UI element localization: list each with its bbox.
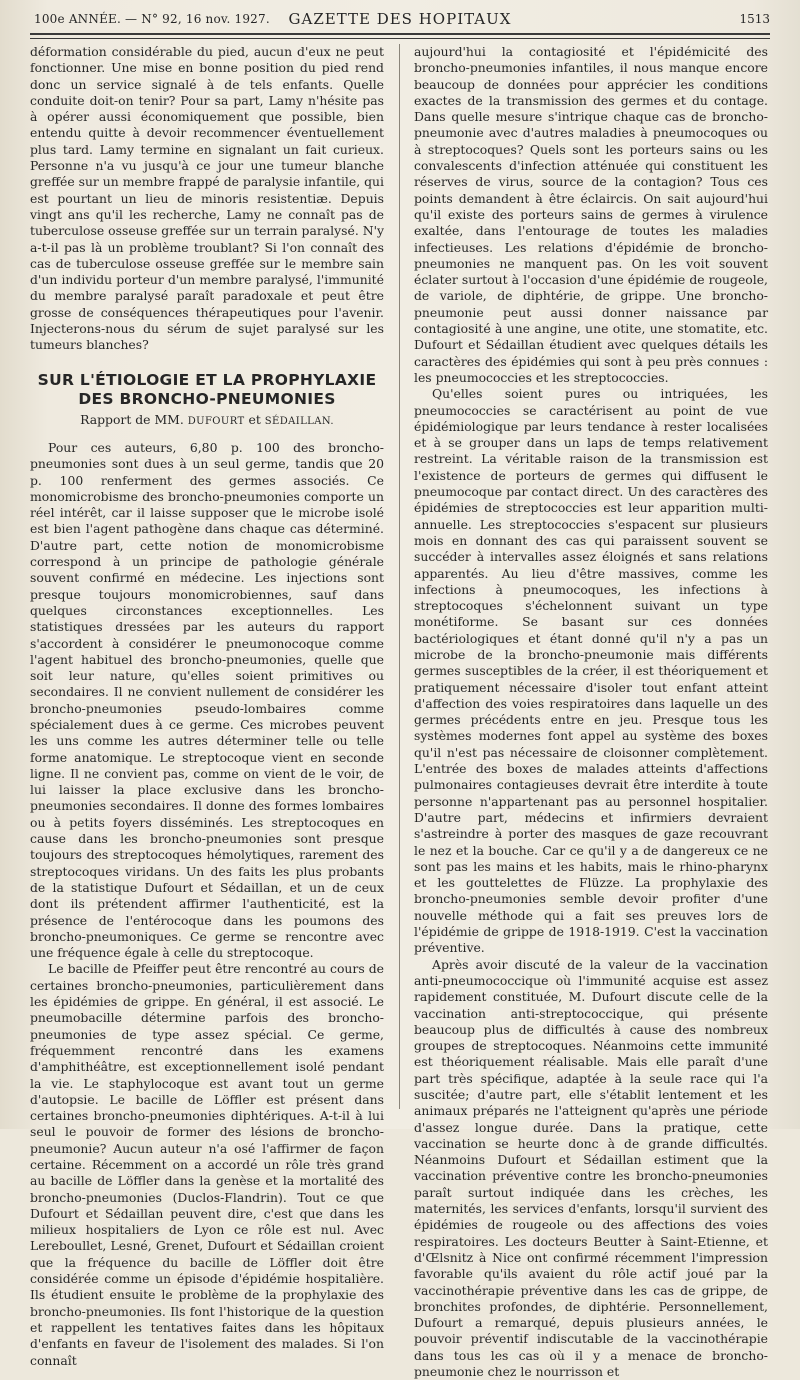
byline-author-2: SÉDAILLAN. — [264, 415, 334, 427]
byline-prefix: Rapport de MM. — [80, 411, 184, 427]
journal-title: GAZETTE DES HOPITAUX — [288, 10, 512, 28]
article-title-line-2: DES BRONCHO-PNEUMONIES — [78, 389, 336, 408]
article-title-line-1: SUR L'ÉTIOLOGIE ET LA PROPHYLAXIE — [37, 370, 377, 389]
article-title — [30, 371, 384, 409]
article-paragraph-4: Qu'elles soient pures ou intriquées, les pneumococcies se caractérisent au point de vue épidémiologique par leurs tendance à rester localisées et à se grouper dans un laps de temps relativement restreint. La véritable raison de la transmission est l'existence de porteurs de germes qui diffusent le pneumocoque par contact direct. Un des caractères des épidémies de streptococcies est leur apparition multi-annuelle. Les streptococcies s'espacent sur plusieurs mois en donnant des cas qui paraissent souvent se succéder à intervalles assez éloignés et sans relations apparentés. Au lieu d'être massives, comme les infections à pneumocoques, les infections à streptocoques s'échelonnent suivant un type monétiforme. Se basant sur ces données bactériologiques et étant donné qu'il n'y a pas un microbe de la broncho-pneumonie mais différents germes susceptibles de la créer, il est théoriquement et pratiquement nécessaire d'isoler tout enfant atteint d'affection des voies respiratoires dans laquelle un des germes précédents entre en jeu. Presque tous les systèmes modernes font appel au système des boxes qu'il n'est pas nécessaire de cloisonner complètement. L'entrée des boxes de malades atteints d'affections pulmonaires contagieuses devrait être interdite à toute personne n'appartenant pas au personnel hospitalier. D'autre part, médecins et infirmiers devraient s'astreindre à porter des masques de gaze recouvrant le nez et la bouche. Car ce qu'il y a de dangereux ce ne sont pas les mains et les habits, mais le rhino-pharynx et les gouttelettes de Flüzze. La prophylaxie des broncho-pneumonies semble devoir profiter d'une nouvelle méthode qui a fait ses preuves lors de l'épidémie de grippe de 1918-1919. C'est la vaccination préventive. — [414, 386, 768, 956]
page-number: 1513 — [739, 12, 770, 26]
continued-paragraph: déformation considérable du pied, aucun d'eux ne peut fonctionner. Une mise en bonne position du pied rend donc un service signalé à de tels enfants. Quelle conduite doit-on tenir? Pour sa part, Lamy n'hésite pas à opérer aussi économiquement que possible, bien entendu quitte à devoir recommencer éventuellement plus tard. Lamy termine en signalant un fait curieux. Personne n'a vu jusqu'à ce jour une tumeur blanche greffée sur un membre frappé de paralysie infantile, qui est pourtant un lieu de minoris resistentiæ. Depuis vingt ans qu'il les recherche, Lamy ne connaît pas de tuberculose osseuse greffée sur un terrain paralysé. N'y a-t-il pas là un problème troublant? Si l'on connaît des cas de tuberculose osseuse greffée sur le membre sain d'un individu porteur d'un membre paralysé, l'immunité du membre paralysé paraît paradoxale et peut être grosse de conséquences thérapeutiques pour l'avenir. Injecterons-nous du sérum de sujet paralysé sur les tumeurs blanches? — [30, 44, 384, 353]
byline-author-1: DUFOURT — [187, 415, 245, 427]
article-paragraph-2: Le bacille de Pfeiffer peut être rencontré au cours de certaines broncho-pneumonies, particulièrement dans les épidémies de grippe. En général, il est associé. Le pneumobacille détermine parfois des broncho-pneumonies de type assez spécial. Ce germe, fréquemment rencontré dans les examens d'amphithéâtre, est exceptionnellement isolé pendant la vie. Le staphylocoque est avant tout un germe d'autopsie. Le bacille de Löffler est présent dans certaines broncho-pneumonies diphtériques. A-t-il à lui seul le pouvoir de former des lésions de broncho-pneumonie? Aucun auteur n'a osé l'affirmer de façon certaine. Récemment on a accordé un rôle très grand au bacille de Löffler dans la genèse et la mortalité des broncho-pneumonies (Duclos-Flandrin). Tout ce que Dufourt et Sédaillan peuvent dire, c'est que dans les milieux hospitaliers de Lyon ce rôle est nul. Avec Lereboullet, Lesné, Grenet, Dufourt et Sédaillan croient que la fréquence du bacille de Löffler doit être considérée comme un épisode d'épidémie hospitalière. Ils étudient ensuite le problème de la prophylaxie des broncho-pneumonies. Ils font l'historique de la question et rappellent les tentatives faites dans les hôpitaux d'enfants en faveur de l'isolement des malades. Si l'on connaît — [30, 961, 384, 1368]
header-rule-thick — [30, 33, 770, 35]
column-divider — [399, 44, 400, 1109]
left-column — [30, 44, 384, 1368]
article-byline — [30, 412, 384, 430]
article-paragraph-5: Après avoir discuté de la valeur de la vaccination anti-pneumococcique où l'immunité acquise est assez rapidement constituée, M. Dufourt discute celle de la vaccination anti-streptococcique, qui présente beaucoup plus de difficultés à cause des nombreux groupes de streptocoques. Néanmoins cette immunité est théoriquement réalisable. Mais elle paraît d'une part très spécifique, adaptée à la seule race qui l'a suscitée; d'autre part, elle s'établit lentement et les animaux préparés ne l'atteignent qu'après une période d'assez longue durée. Dans la pratique, cette vaccination se heurte donc à de grande difficultés. Néanmoins Dufourt et Sédaillan estiment que la vaccination préventive contre les broncho-pneumonies paraît surtout indiquée dans les crèches, les maternités, les services d'enfants, lorsqu'il survient des épidémies de rougeole ou des affections des voies respiratoires. Les docteurs Beutter à Saint-Etienne, et d'Œlsnitz à Nice ont confirmé récemment l'impression favorable qu'ils avaient du rôle actif joué par la vaccinothérapie préventive dans les cas de grippe, de bronchites profondes, de diphtérie. Personnellement, Dufourt a remarqué, depuis plusieurs années, le pouvoir préventif indiscutable de la vaccinothérapie dans tous les cas où il y a menace de broncho-pneumonie chez le nourrisson et — [414, 956, 768, 1380]
article-paragraph-1: Pour ces auteurs, 6,80 p. 100 des broncho-pneumonies sont dues à un seul germe, tandis que 20 p. 100 renferment des germes associés. Ce monomicrobisme des broncho-pneumonies comporte un réel intérêt, car il laisse supposer que le microbe isolé est bien l'agent pathogène dans chaque cas déterminé. D'autre part, cette notion de monomicrobisme correspond à un principe de pathologie générale souvent confirmé en médecine. Les injections sont presque toujours monomicrobiennes, sauf dans quelques circonstances exceptionnelles. Les statistiques dressées par les auteurs du rapport s'accordent à considérer le pneumonocoque comme l'agent habituel des broncho-pneumonies, quelle que soit leur nature, qu'elles soient primitives ou secondaires. Il ne convient nullement de considérer les broncho-pneumonies pseudo-lombaires comme spécialement dues à ce germe. Ces microbes peuvent les uns comme les autres déterminer telle ou telle forme anatomique. Le streptocoque vient en seconde ligne. Il ne convient pas, comme on vient de le voir, de lui laisser la place exclusive dans les broncho-pneumonies secondaires. Il donne des formes lombaires ou à petits foyers disséminés. Les streptocoques en cause dans les broncho-pneumonies sont presque toujours des streptocoques hémolytiques, rarement des streptocoques viridans. Un des faits les plus probants de la statistique Dufourt et Sédaillan, et un de ceux dont ils prétendent affirmer l'authenticité, est la présence de l'entérocoque dans les poumons des broncho-pneumoniques. Ce germe se rencontre avec une fréquence égale à celle du streptocoque. — [30, 439, 384, 961]
right-column — [414, 44, 768, 1380]
header-rule-thin — [30, 38, 770, 39]
article-paragraph-3: aujourd'hui la contagiosité et l'épidémicité des broncho-pneumonies infantiles, il nous manque encore beaucoup de données pour apprécier les conditions exactes de la transmission des germes et du contage. Dans quelle mesure s'intrique chaque cas de broncho-pneumonie avec d'autres maladies à pneumocoques ou à streptocoques? Quels sont les porteurs sains ou les convalescents d'infection atténuée qui constituent les réserves de virus, source de la contagion? Tous ces points demandent à être éclaircis. On sait aujourd'hui qu'il existe des porteurs sains de germes à virulence exaltée, dans l'entourage de toutes les maladies infectieuses. Les relations d'épidémie de broncho-pneumonies ne manquent pas. On les voit souvent éclater surtout à l'occasion d'une épidémie de rougeole, de variole, de diphtérie, de grippe. Une broncho-pneumonie peut aussi donner naissance par contagiosité à une angine, une otite, une stomatite, etc. Dufourt et Sédaillan étudient avec quelques détails les caractères des épidémies qui sont à peu près connues : les pneumococcies et les streptococcies. — [414, 44, 768, 385]
byline-and: et — [248, 411, 261, 427]
page-header — [30, 4, 770, 34]
issue-info: 100e ANNÉE. — N° 92, 16 nov. 1927. — [34, 12, 270, 26]
